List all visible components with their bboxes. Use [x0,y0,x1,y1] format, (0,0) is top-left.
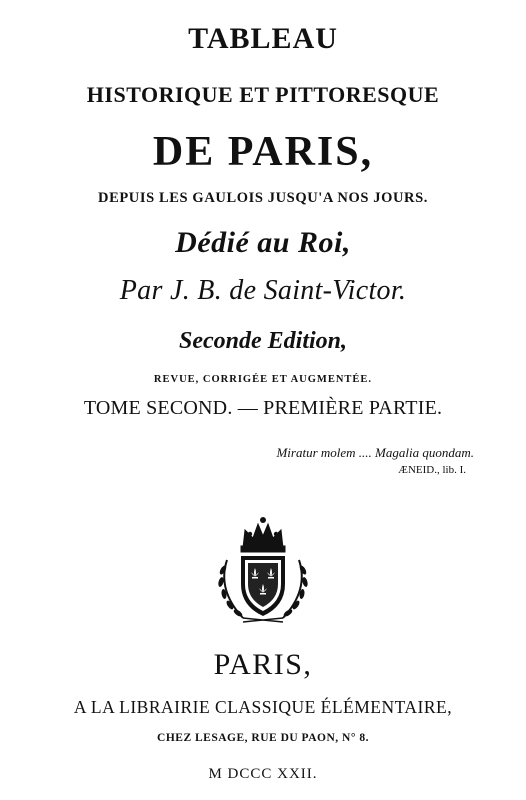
volume-line: TOME SECOND. — PREMIÈRE PARTIE. [83,397,443,419]
edition-line: Seconde Edition, [178,328,347,354]
imprint-place: PARIS, [213,648,313,681]
imprint-address: CHEZ LESAGE, RUE DU PAON, N° 8. [157,732,369,744]
epigraph [276,444,474,478]
book-title: TABLEAU [188,22,338,55]
imprint-publisher: A LA LIBRAIRIE CLASSIQUE ÉLÉMENTAIRE, [73,697,453,717]
author-line: Par J. B. de Saint-Victor. [119,275,407,306]
book-title-period: DEPUIS LES GAULOIS JUSQU'A NOS JOURS. [98,190,428,206]
revision-note: REVUE, CORRIGÉE ET AUGMENTÉE. [153,374,373,385]
book-title-city: DE PARIS, [152,129,374,175]
epigraph-source: ÆNEID., lib. I. [398,464,466,476]
dedication: Dédié au Roi, [175,226,351,259]
epigraph-quote: Miratur molem .... Magalia quondam. [276,445,474,460]
royal-arms-crown-fleur-de-lis-icon [203,510,323,628]
imprint-year: M DCCC XXII. [208,766,318,782]
book-subtitle: HISTORIQUE ET PITTORESQUE [86,82,440,107]
